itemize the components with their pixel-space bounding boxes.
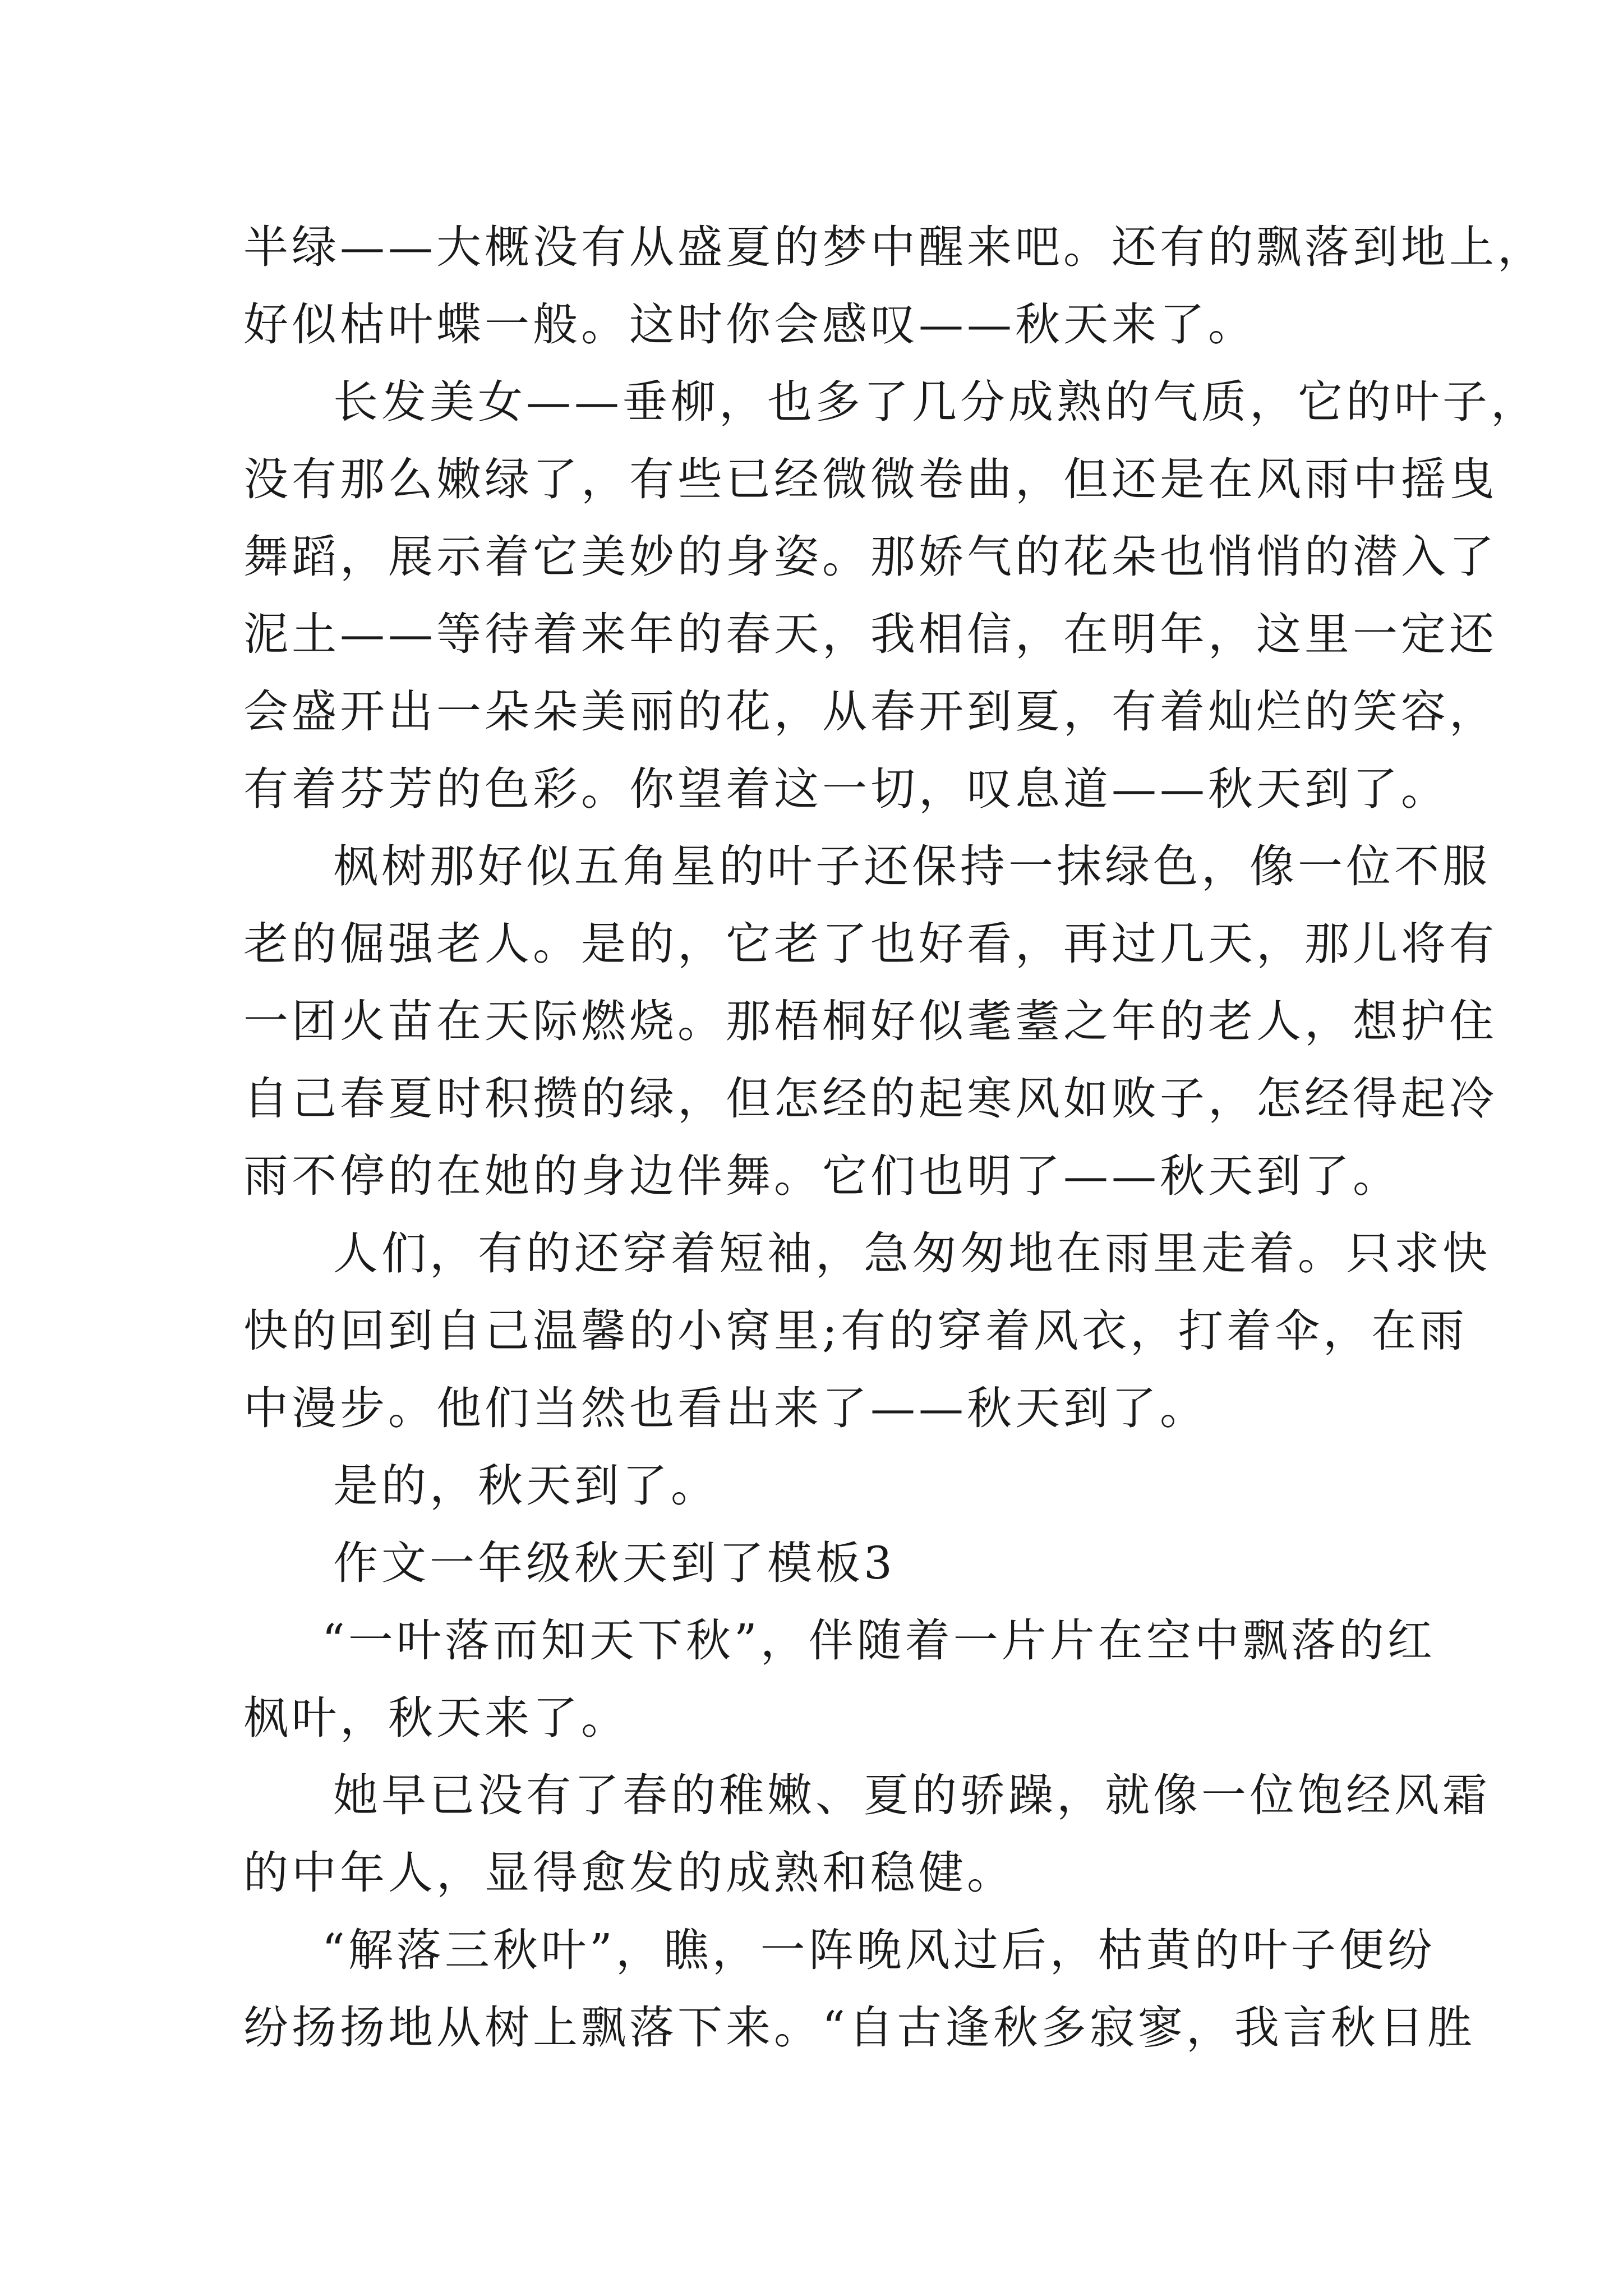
paragraph-start-line: 人们，有的还穿着短袖，急匆匆地在雨里走着。只求快 <box>333 1227 1491 1280</box>
text-line: 半绿——大概没有从盛夏的梦中醒来吧。还有的飘落到地上， <box>243 221 1546 273</box>
text-line: 自己春夏时积攒的绿，但怎经的起寒风如败子，怎经得起冷 <box>243 1073 1497 1125</box>
paragraph-start-line: 枫树那好似五角星的叶子还保持一抹绿色，像一位不服 <box>333 840 1491 892</box>
text-line: 纷扬扬地从树上飘落下来。“自古逢秋多寂寥，我言秋日胜 <box>243 2001 1476 2054</box>
text-line: 舞蹈，展示着它美妙的身姿。那娇气的花朵也悄悄的潜入了 <box>243 531 1497 583</box>
text-line: 会盛开出一朵朵美丽的花，从春开到夏，有着灿烂的笑容， <box>243 685 1497 738</box>
text-line: 的中年人，显得愈发的成熟和稳健。 <box>243 1847 1015 1899</box>
text-line: 好似枯叶蝶一般。这时你会感叹——秋天来了。 <box>243 298 1256 351</box>
paragraph-start-line: “一叶落而知天下秋”，伴随着一片片在空中飘落的红 <box>322 1614 1436 1667</box>
text-line: 雨不停的在她的身边伴舞。它们也明了——秋天到了。 <box>243 1150 1401 1202</box>
document-body <box>243 209 1546 2067</box>
text-line: 老的倔强老人。是的，它老了也好看，再过几天，那儿将有 <box>243 918 1497 970</box>
text-line: 一团火苗在天际燃烧。那梧桐好似耄耋之年的老人，想护住 <box>243 995 1497 1047</box>
text-line: 泥土——等待着来年的春天，我相信，在明年，这里一定还 <box>243 608 1497 660</box>
paragraph-start-line: 长发美女——垂柳，也多了几分成熟的气质，它的叶子， <box>333 376 1539 428</box>
paragraph-start-line: 是的，秋天到了。 <box>333 1460 719 1512</box>
text-line: 快的回到自己温馨的小窝里;有的穿着风衣，打着伞，在雨 <box>243 1305 1468 1357</box>
text-line: 有着芬芳的色彩。你望着这一切，叹息道——秋天到了。 <box>243 763 1449 815</box>
paragraph-start-line: “解落三秋叶”，瞧，一阵晚风过后，枯黄的叶子便纷 <box>322 1924 1436 1976</box>
text-line: 枫叶，秋天来了。 <box>243 1692 629 1744</box>
text-line: 中漫步。他们当然也看出来了——秋天到了。 <box>243 1382 1208 1434</box>
section-heading: 作文一年级秋天到了模板3 <box>333 1537 896 1589</box>
text-line: 没有那么嫩绿了，有些已经微微卷曲，但还是在风雨中摇曳 <box>243 453 1497 505</box>
paragraph-start-line: 她早已没有了春的稚嫩、夏的骄躁，就像一位饱经风霜 <box>333 1769 1491 1821</box>
